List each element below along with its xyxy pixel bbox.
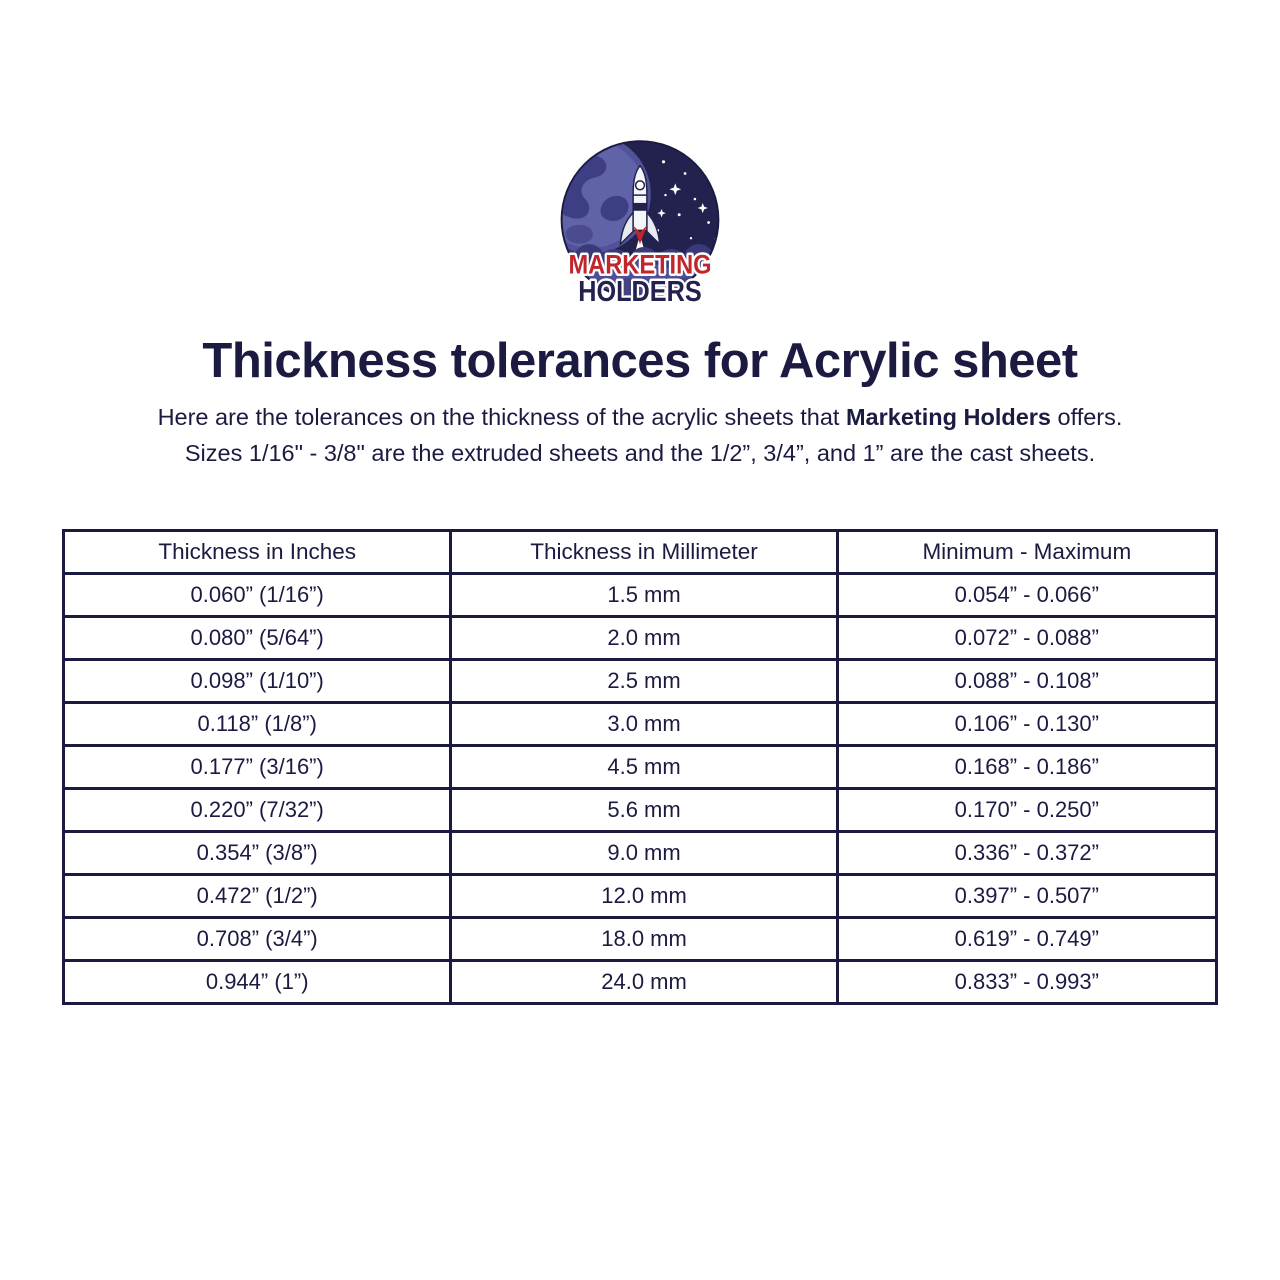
logo-graphic	[542, 140, 738, 309]
table-row	[64, 961, 1217, 1004]
table-cell: 0.336” - 0.372”	[837, 832, 1216, 875]
table-cell: 0.170” - 0.250”	[837, 789, 1216, 832]
table-row	[64, 703, 1217, 746]
table-cell: 0.118” (1/8”)	[64, 703, 451, 746]
table-cell: 0.072” - 0.088”	[837, 617, 1216, 660]
table-cell: 2.0 mm	[451, 617, 837, 660]
table-cell: 0.708” (3/4”)	[64, 918, 451, 961]
table-cell: 0.397” - 0.507”	[837, 875, 1216, 918]
table-cell: 0.177” (3/16”)	[64, 746, 451, 789]
table-cell: 0.619” - 0.749”	[837, 918, 1216, 961]
logo-wordmark-marketing: MARKETING	[568, 249, 712, 280]
table-cell: 0.060” (1/16”)	[64, 574, 451, 617]
table-header-row	[64, 531, 1217, 574]
table-cell: 12.0 mm	[451, 875, 837, 918]
table-cell: 0.098” (1/10”)	[64, 660, 451, 703]
table-cell: 3.0 mm	[451, 703, 837, 746]
table-row	[64, 746, 1217, 789]
header-thickness-inches: Thickness in Inches	[64, 531, 451, 574]
table-cell: 0.472” (1/2”)	[64, 875, 451, 918]
intro-brand-bold: Marketing Holders	[845, 404, 1051, 430]
table-cell: 0.054” - 0.066”	[837, 574, 1216, 617]
header-thickness-mm: Thickness in Millimeter	[451, 531, 837, 574]
intro-line-1	[0, 399, 1280, 435]
table-cell: 0.944” (1”)	[64, 961, 451, 1004]
page-title: Thickness tolerances for Acrylic sheet	[202, 334, 1078, 388]
table-cell: 0.080” (5/64”)	[64, 617, 451, 660]
intro-line-2: Sizes 1/16" - 3/8" are the extruded sheets and the 1/2”, 3/4”, and 1” are the cast sheets.	[184, 440, 1096, 466]
table-row	[64, 660, 1217, 703]
header-min-max: Minimum - Maximum	[837, 531, 1216, 574]
logo-wordmark-holders: HOLDERS	[578, 275, 702, 308]
table-cell: 0.168” - 0.186”	[837, 746, 1216, 789]
table-cell: 0.833” - 0.993”	[837, 961, 1216, 1004]
table-cell: 1.5 mm	[451, 574, 837, 617]
table-cell: 0.088” - 0.108”	[837, 660, 1216, 703]
table-cell: 9.0 mm	[451, 832, 837, 875]
table-cell: 0.220” (7/32”)	[64, 789, 451, 832]
table-cell: 24.0 mm	[451, 961, 837, 1004]
table-row	[64, 574, 1217, 617]
tolerance-table-container	[62, 529, 1218, 1005]
table-row	[64, 875, 1217, 918]
table-cell: 4.5 mm	[451, 746, 837, 789]
table-row	[64, 918, 1217, 961]
intro-line1-before: Here are the tolerances on the thickness of the acrylic sheets that	[157, 404, 846, 430]
table-cell: 0.106” - 0.130”	[837, 703, 1216, 746]
intro-line1-after: offers.	[1051, 404, 1123, 430]
table-cell: 5.6 mm	[451, 789, 837, 832]
marketing-holders-logo	[542, 140, 738, 309]
table-row	[64, 789, 1217, 832]
table-cell: 0.354” (3/8”)	[64, 832, 451, 875]
table-row	[64, 617, 1217, 660]
tolerance-table	[62, 529, 1218, 1005]
table-body	[64, 574, 1217, 1004]
intro-text	[0, 399, 1280, 471]
table-cell: 18.0 mm	[451, 918, 837, 961]
table-cell: 2.5 mm	[451, 660, 837, 703]
table-row	[64, 832, 1217, 875]
